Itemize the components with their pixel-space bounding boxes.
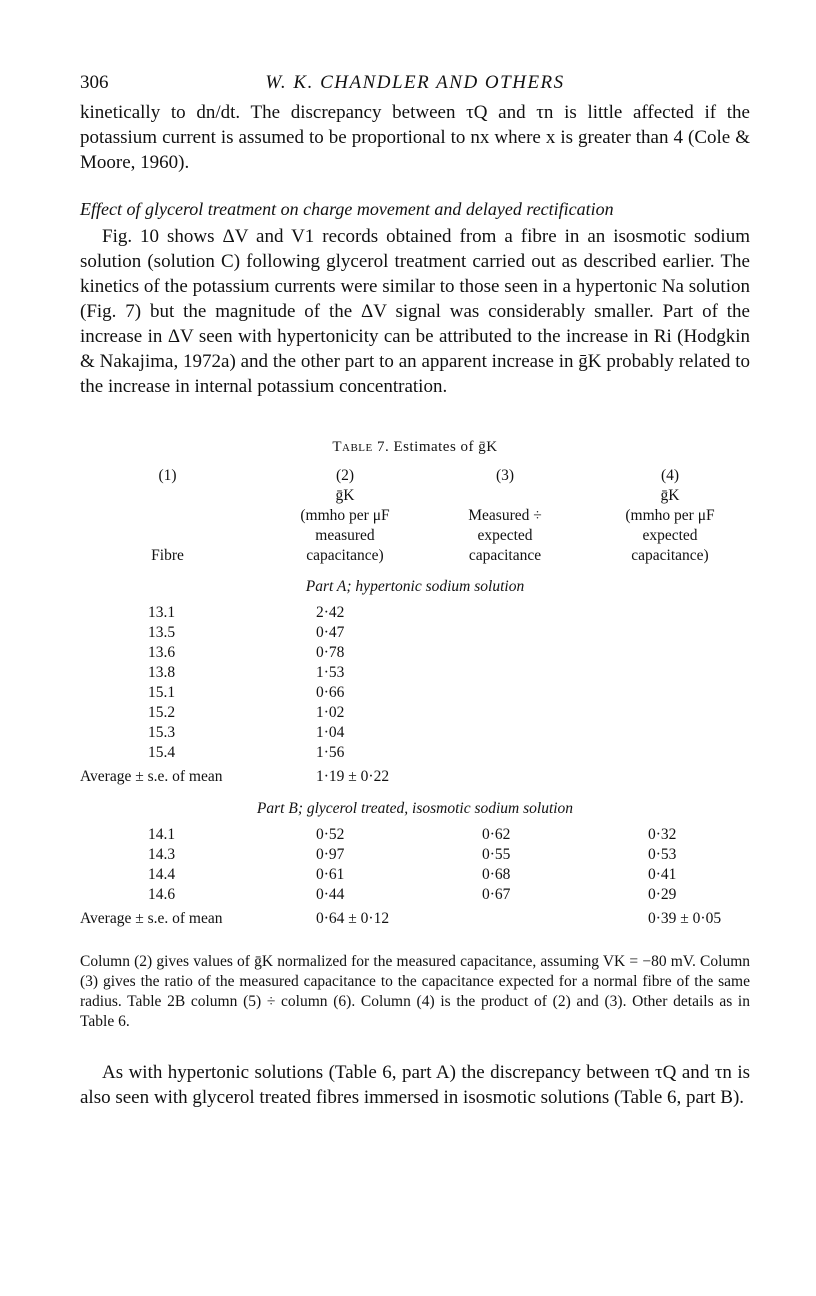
intro-paragraph: kinetically to dn/dt. The discrepancy between τQ and τn is little affected if the potassium current is assumed to be proportional to nx where x is greater than 4 (Cole & Moore, 1960). (80, 102, 750, 173)
gk-measured-cell: 1·53 (316, 664, 345, 681)
table-title-rest: Estimates of ḡK (389, 439, 498, 455)
table-row (80, 644, 750, 664)
page (80, 72, 750, 1110)
col-header-3 (440, 466, 570, 566)
fibre-cell: 14.3 (148, 846, 176, 863)
col-header-2-line: measured (315, 527, 375, 544)
gk-measured-cell: 0·97 (316, 846, 345, 863)
body-paragraph: Fig. 10 shows ΔV and V1 records obtained from a fibre in an isosmotic sodium solution (solution C) following glycerol treatment carried out as described earlier. The kinetics of the potassium currents were similar to those seen in a hypertonic Na solution (Fig. 7) but the magnitude of the ΔV signal was considerably smaller. Part of the increase in ΔV seen with hypertonicity can be attributed to the increase in Ri (Hodgkin & Nakajima, 1972a) and the other part to an apparent increase in ḡK probably related to the increase in internal potassium concentration. (80, 226, 750, 397)
col-header-4 (595, 466, 745, 566)
table-row (80, 704, 750, 724)
table-title (80, 439, 750, 456)
capacitance-ratio-cell: 0·55 (482, 846, 511, 863)
table-row (80, 724, 750, 744)
col-header-2-line: (mmho per μF (300, 507, 390, 524)
col-header-3-line: expected (477, 527, 533, 544)
average-label: Average ± s.e. of mean (80, 910, 223, 927)
fibre-cell: 15.3 (148, 724, 176, 741)
col-header-1 (120, 466, 215, 566)
col-header-1-line (120, 486, 215, 506)
gk-expected-cell: 0·41 (648, 866, 677, 883)
capacitance-ratio-cell: 0·67 (482, 886, 511, 903)
gk-measured-cell: 1·04 (316, 724, 345, 741)
col-header-3-line (440, 486, 570, 506)
closing-paragraph: As with hypertonic solutions (Table 6, part A) the discrepancy between τQ and τn is also seen with glycerol treated fibres immersed in isosmotic solutions (Table 6, part B). (80, 1062, 750, 1108)
gk-measured-cell: 0·52 (316, 826, 345, 843)
gk-measured-average: 1·19 ± 0·22 (316, 768, 390, 785)
table-row (80, 866, 750, 886)
gk-measured-cell: 0·66 (316, 684, 345, 701)
gk-measured-cell: 0·78 (316, 644, 345, 661)
fibre-cell: 14.1 (148, 826, 176, 843)
running-title: W. K. CHANDLER AND OTHERS (265, 72, 565, 93)
table-row (80, 664, 750, 684)
table-row (80, 604, 750, 624)
col-header-4-line: expected (642, 527, 698, 544)
part-a-label: Part A; hypertonic sodium solution (305, 578, 525, 595)
part-b-label: Part B; glycerol treated, isosmotic sodium solution (256, 800, 574, 817)
col-header-2-line: (2) (335, 467, 355, 484)
col-header-2 (270, 466, 420, 566)
table-row (80, 684, 750, 704)
col-header-4-line: capacitance) (631, 547, 709, 564)
table-caption: Column (2) gives values of ḡK normalized for the measured capacitance, assuming VK = −80 mV. Column (3) gives the ratio of the measured capacitance to the capacitance expected for a normal fibre of the same radius. Table 2B column (5) ÷ column (6). Column (4) is the product of (2) and (3). Other details as in Table 6. (80, 953, 750, 1030)
fibre-cell: 15.1 (148, 684, 176, 701)
capacitance-ratio-cell: 0·62 (482, 826, 511, 843)
col-header-3-line: capacitance (468, 547, 542, 564)
gk-expected-average: 0·39 ± 0·05 (648, 910, 722, 927)
fibre-cell: 13.1 (148, 604, 176, 621)
page-number: 306 (80, 72, 109, 93)
table-row (80, 624, 750, 644)
gk-measured-cell: 1·56 (316, 744, 345, 761)
col-header-1-line (120, 506, 215, 526)
gk-expected-cell: 0·53 (648, 846, 677, 863)
average-label: Average ± s.e. of mean (80, 768, 223, 785)
table-row (80, 886, 750, 906)
fibre-cell: 15.2 (148, 704, 176, 721)
fibre-cell: 13.6 (148, 644, 176, 661)
col-header-1-line (120, 526, 215, 546)
col-header-2-line: ḡK (335, 487, 355, 504)
table-row (80, 846, 750, 866)
fibre-cell: 13.8 (148, 664, 176, 681)
gk-measured-average: 0·64 ± 0·12 (316, 910, 390, 927)
capacitance-ratio-cell: 0·68 (482, 866, 511, 883)
gk-measured-cell: 0·61 (316, 866, 345, 883)
col-header-3-line: Measured ÷ (468, 507, 542, 524)
col-header-4-line: ḡK (660, 487, 680, 504)
col-header-4-line: (mmho per μF (625, 507, 715, 524)
table-row (80, 826, 750, 846)
page-header (80, 72, 750, 100)
section-heading: Effect of glycerol treatment on charge movement and delayed rectification (80, 199, 614, 219)
col-header-4-line: (4) (660, 467, 680, 484)
average-row (80, 768, 750, 788)
gk-measured-cell: 0·47 (316, 624, 345, 641)
fibre-cell: 15.4 (148, 744, 176, 761)
estimates-table (80, 466, 750, 946)
table-row (80, 744, 750, 764)
gk-expected-cell: 0·32 (648, 826, 677, 843)
gk-measured-cell: 2·42 (316, 604, 345, 621)
col-header-1-line: Fibre (151, 547, 184, 564)
average-row (80, 910, 750, 930)
col-header-2-line: capacitance) (306, 547, 384, 564)
col-header-3-line: (3) (495, 467, 515, 484)
gk-expected-cell: 0·29 (648, 886, 677, 903)
fibre-cell: 13.5 (148, 624, 176, 641)
col-header-1-line: (1) (158, 467, 177, 484)
gk-measured-cell: 1·02 (316, 704, 345, 721)
gk-measured-cell: 0·44 (316, 886, 345, 903)
table-title-prefix: Table 7. (332, 439, 390, 455)
fibre-cell: 14.6 (148, 886, 176, 903)
fibre-cell: 14.4 (148, 866, 176, 883)
